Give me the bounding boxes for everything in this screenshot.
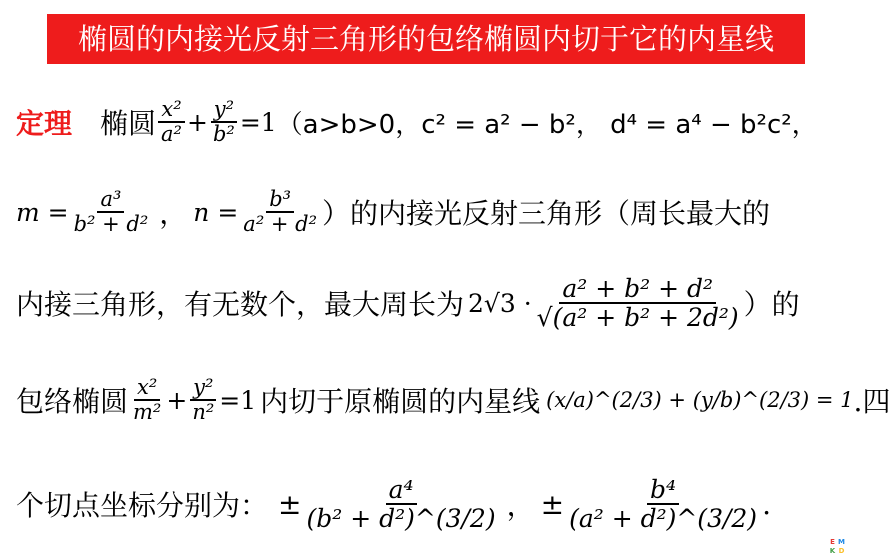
fraction-tangent-y: $\frac{\text{b⁴}}{\text{(a² + d²)\textasciicircum{}(3/2)}}$ [569,474,758,533]
theorem-line-2 [16,180,770,244]
m-equals: m = [16,197,69,227]
text: ）的内接光反射三角形（周长最大的 [322,197,771,230]
plus-sign: + [166,385,188,415]
text: .四 [853,385,890,418]
fraction-m: $\frac{\text{a³}}{\text{b² + d²}}$ [73,186,149,236]
fraction-n: $\frac{\text{b³}}{\text{a² + d²}}$ [243,186,318,236]
text: 椭圆 [100,107,157,140]
plus-minus: ± [540,487,565,521]
text: 个切点坐标分别为： [16,489,269,522]
text: 内切于原椭圆的内星线 [260,385,541,418]
theorem-line-4 [16,368,890,432]
fraction-x2-a2: $\frac{\text{x²}}{\text{a²}}$ [158,98,185,146]
fraction-perimeter: $\frac{\text{a² + b² + d²}}{\text{√(a² + b² + 2d²)}}$ [536,273,739,332]
page-title: 椭圆的内接光反射三角形的包络椭圆内切于它的内星线 [47,14,805,64]
perimeter-coefficient: 2√3 · [468,288,532,318]
n-equals: n = [193,197,239,227]
text: 包络椭圆 [16,385,129,418]
text: ）的 [743,288,800,321]
fraction-x2-m2: $\frac{\text{x²}}{\text{m²}}$ [133,374,162,424]
astroid-equation: (x/a)^(2/3) + (y/b)^(2/3) = 1 [546,388,854,412]
separator: ， [506,489,535,522]
conditions-text: （a>b>0，c² = a² − b²， d⁴ = a⁴ − b²c²， [276,109,818,140]
plus-sign: + [186,107,208,137]
fraction-y2-n2: $\frac{\text{y²}}{\text{n²}}$ [189,376,217,424]
fraction-y2-b2: $\frac{\text{y²}}{\text{b²}}$ [210,98,238,146]
theorem-line-3 [16,266,800,340]
theorem-line-5 [16,466,771,542]
theorem-line-1 [16,92,818,152]
watermark-logo: E M K D [829,538,845,555]
equals-one: =1 [239,107,277,137]
plus-minus: ± [278,487,302,521]
separator: ， [159,197,188,230]
theorem-label: 定理 [16,107,73,140]
period: . [762,487,771,521]
fraction-tangent-x: $\frac{\text{a⁴}}{\text{(b² + d²)\textasciicircum{}(3/2)}}$ [306,474,496,533]
text: 内接三角形，有无数个，最大周长为 [16,288,465,321]
equals-one: =1 [219,385,257,415]
